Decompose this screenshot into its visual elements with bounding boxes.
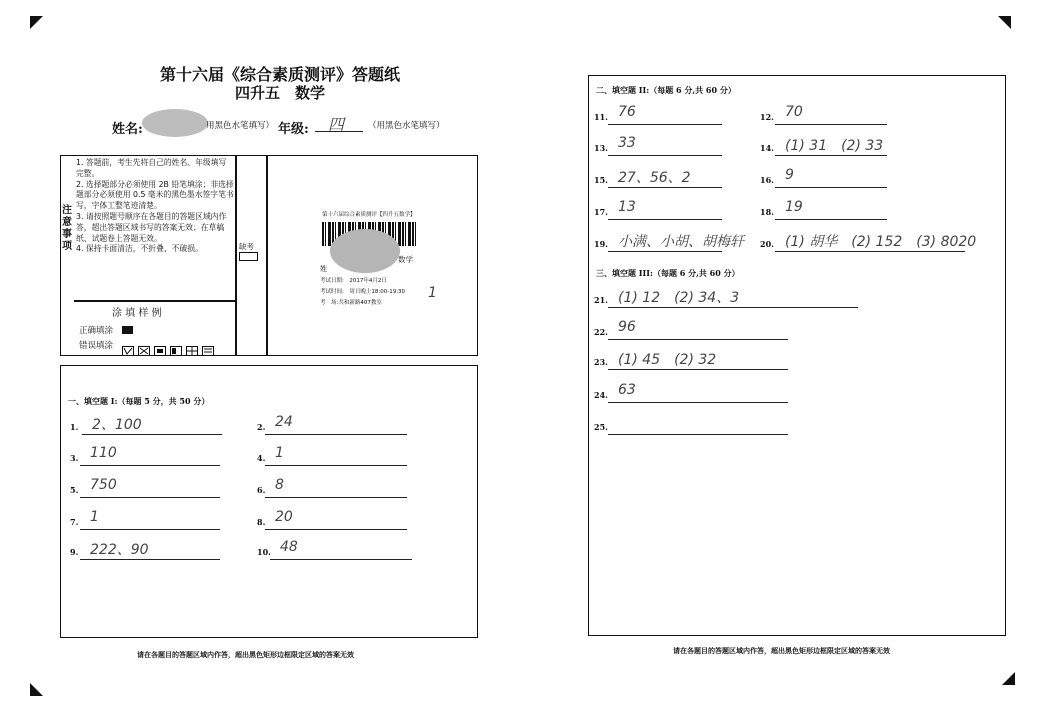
page-subtitle: 四升五 数学 [234, 84, 325, 102]
q1-answer-2[interactable]: 24 [275, 414, 293, 430]
sticker-subject: 数学 [398, 255, 413, 264]
q2-number-4: 14. [760, 143, 774, 153]
wrong-fill-icons [122, 346, 218, 356]
section1-title: 一、填空题 I:（每题 5 分，共 50 分） [68, 396, 210, 406]
q3-answer-4[interactable]: 63 [618, 382, 636, 398]
q2-answer-line-5 [608, 187, 722, 188]
q1-number-9: 9. [70, 547, 79, 557]
q2-answer-5[interactable]: 27、56、2 [618, 170, 691, 186]
correct-fill-label: 正确填涂 [79, 326, 114, 336]
q1-answer-line-5 [80, 497, 220, 498]
corner-marker-bottom-right [1002, 672, 1015, 685]
room-value: 共和新路407教室 [338, 300, 382, 306]
q2-answer-line-10 [775, 251, 965, 252]
q1-answer-line-6 [265, 497, 407, 498]
q2-answer-line-4 [775, 155, 887, 156]
q3-answer-line-2 [608, 339, 788, 340]
room-label: 考 场: [320, 300, 339, 306]
pen-note-1: 用黑色水笔填写） [206, 121, 275, 131]
footer-right: 请在各题目的答题区域内作答，超出黑色矩形边框限定区域的答案无效 [673, 647, 890, 655]
q2-answer-line-8 [775, 219, 887, 220]
page-title: 第十六届《综合素质测评》答题纸 [159, 65, 400, 84]
q2-answer-line-7 [608, 219, 722, 220]
q3-number-3: 23. [594, 357, 608, 367]
wrong-fill-label: 错误填涂 [79, 341, 114, 351]
q3-number-4: 24. [594, 390, 608, 400]
date-label: 考试日期: [320, 278, 344, 284]
note-item-3: 3. 请按照题号顺序在各题目的答题区域内作答，超出答题区域书写的答案无效；在草稿纸、试题卷上答题无效。 [76, 211, 227, 243]
notes-list [76, 158, 234, 255]
time-label: 考试时间: [320, 289, 344, 295]
q2-answer-line-1 [608, 124, 722, 125]
q1-answer-3[interactable]: 110 [90, 445, 117, 461]
q2-number-3: 13. [594, 143, 608, 153]
q3-number-5: 25. [594, 422, 608, 432]
q1-number-2: 2. [257, 422, 266, 432]
notes-vline-1 [235, 156, 237, 355]
correct-fill-sample [122, 326, 133, 334]
q1-number-6: 6. [257, 485, 266, 495]
note-item-4: 4. 保持卡面清洁，不折叠、不破损。 [76, 244, 203, 254]
wrong-fill-samples [122, 341, 218, 351]
q1-number-4: 4. [257, 453, 266, 463]
q1-answer-6[interactable]: 8 [275, 477, 284, 493]
q1-answer-7[interactable]: 1 [90, 509, 99, 525]
notes-vline-2 [266, 156, 268, 355]
q2-answer-6[interactable]: 9 [785, 167, 794, 183]
q3-answer-3[interactable]: (1) 45 (2) 32 [618, 352, 717, 368]
q2-answer-line-2 [775, 124, 887, 125]
grade-underline [315, 131, 363, 132]
notes-hline [74, 300, 236, 302]
grade-value: 四 [328, 115, 345, 134]
note-item-1: 1. 答题前，考生先将自己的姓名、年级填写完整。 [76, 158, 227, 178]
q3-answer-line-1 [608, 307, 858, 308]
corner-marker-bottom-left [30, 683, 43, 696]
pen-note-2: （用黑色水笔填写） [368, 121, 445, 131]
sticker-name-prefix: 姓 [320, 265, 327, 273]
q1-answer-1[interactable]: 2、100 [92, 417, 142, 433]
q2-answer-10[interactable]: (1) 胡华 (2) 152 (3) 8020 [785, 234, 977, 250]
q1-answer-line-1 [82, 434, 222, 435]
sticker-caption: 第十六届综合素质测评【四升五数学】 [322, 212, 416, 218]
q3-number-1: 21. [594, 295, 608, 305]
q1-answer-line-2 [265, 434, 407, 435]
q2-answer-3[interactable]: 33 [618, 135, 636, 151]
q1-number-10: 10. [257, 547, 271, 557]
q3-answer-1[interactable]: (1) 12 (2) 34、3 [618, 290, 740, 306]
q2-answer-line-9 [608, 251, 722, 252]
q2-answer-7[interactable]: 13 [618, 199, 636, 215]
q3-answer-2[interactable]: 96 [618, 319, 636, 335]
q1-answer-4[interactable]: 1 [275, 445, 284, 461]
q2-number-1: 11. [594, 112, 608, 122]
q2-number-9: 19. [594, 239, 608, 249]
corner-marker-top-left [30, 16, 43, 29]
q1-answer-line-10 [270, 559, 412, 560]
sticker-mark: 1 [428, 285, 437, 301]
q2-answer-9[interactable]: 小满、小胡、胡梅轩 [618, 234, 744, 250]
q3-answer-line-4 [608, 402, 788, 403]
q3-answer-line-5 [608, 434, 788, 435]
q2-number-5: 15. [594, 175, 608, 185]
absent-checkbox[interactable] [239, 252, 258, 261]
q1-answer-line-9 [80, 559, 220, 560]
q2-answer-line-6 [775, 187, 887, 188]
q2-number-10: 20. [760, 239, 774, 249]
q1-number-7: 7. [70, 517, 79, 527]
time-value: 周日晚上18:00-19:30 [349, 289, 406, 295]
q2-answer-2[interactable]: 70 [785, 104, 803, 120]
date-value: 2017年4月2日 [349, 278, 387, 284]
note-item-2: 2. 选择题部分必须使用 2B 铅笔填涂；非选择题部分必须使用 0.5 毫米的黑色墨水签字笔书写，字体工整笔迹清楚。 [76, 179, 234, 211]
name-label: 姓名: [112, 122, 143, 137]
q1-answer-line-7 [80, 529, 220, 530]
q1-number-8: 8. [257, 517, 266, 527]
q2-number-6: 16. [760, 175, 774, 185]
q2-answer-1[interactable]: 76 [618, 104, 636, 120]
sticker-redaction [330, 229, 400, 273]
q1-number-1: 1. [70, 422, 79, 432]
sticker-info [320, 276, 405, 309]
q2-number-7: 17. [594, 207, 608, 217]
q2-answer-line-3 [608, 155, 722, 156]
absent-label: 缺考 [239, 242, 254, 251]
q1-answer-8[interactable]: 20 [275, 509, 293, 525]
name-redaction [142, 109, 208, 137]
q1-number-5: 5. [70, 485, 79, 495]
q1-answer-line-8 [265, 529, 407, 530]
footer-left: 请在各题目的答题区域内作答，超出黑色矩形边框限定区域的答案无效 [137, 651, 354, 659]
q1-answer-9[interactable]: 222、90 [90, 542, 149, 558]
q3-answer-line-3 [608, 369, 788, 370]
q2-number-2: 12. [760, 112, 774, 122]
grade-label: 年级: [278, 122, 309, 137]
section3-title: 三、填空题 III:（每题 6 分,共 60 分） [596, 268, 740, 278]
q2-answer-4[interactable]: (1) 31 (2) 33 [785, 138, 884, 154]
q1-answer-line-4 [265, 465, 407, 466]
notes-side-label: 注意事项 [62, 205, 72, 252]
q1-answer-line-3 [80, 465, 220, 466]
section2-title: 二、填空题 II:（每题 6 分,共 60 分） [596, 85, 736, 95]
q3-number-2: 22. [594, 327, 608, 337]
q2-number-8: 18. [760, 207, 774, 217]
sample-title: 涂 填 样 例 [112, 308, 162, 319]
corner-marker-top-right [998, 16, 1011, 29]
q1-answer-10[interactable]: 48 [280, 539, 298, 555]
q1-answer-5[interactable]: 750 [90, 477, 117, 493]
q2-answer-8[interactable]: 19 [785, 199, 803, 215]
q1-number-3: 3. [70, 453, 79, 463]
